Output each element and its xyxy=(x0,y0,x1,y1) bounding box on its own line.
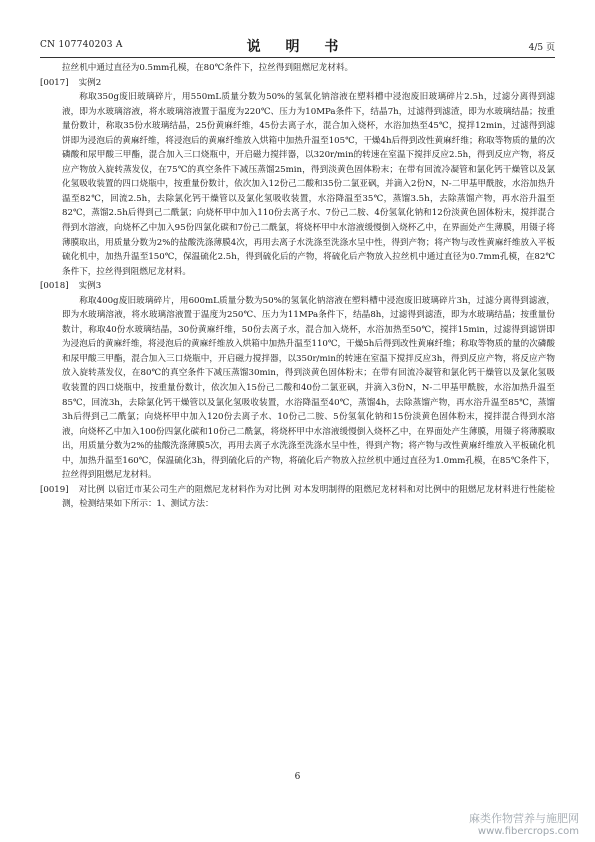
example-2-heading: 实例2 xyxy=(78,77,102,88)
paragraph-number-0018: [0018] xyxy=(40,281,69,292)
watermark xyxy=(469,810,579,837)
document-body xyxy=(40,61,555,512)
watermark-url: www.fibercrops.com xyxy=(477,826,579,837)
comparison-body: 对比例 以宿迁市某公司生产的阻燃尼龙材料作为对比例 对本发明制得的阻燃尼龙材料和对比例中的阻燃尼龙材料进行性能检测，检测结果如下所示：1、测试方法： xyxy=(62,484,555,510)
paragraph-0018-heading xyxy=(40,279,555,294)
watermark-site-name: 麻类作物营养与施肥网 xyxy=(469,812,579,825)
header-rule xyxy=(40,57,555,58)
page-number: 6 xyxy=(294,772,301,782)
page-header xyxy=(40,36,555,54)
paragraph-0019 xyxy=(40,483,555,512)
example-3-body: 称取400g废旧玻璃碎片，用600mL质量分数为50%的氢氧化钠溶液在塑料槽中浸泡废旧玻璃碎片3h，过滤分离得到滤液，即为水玻璃溶液，将水玻璃溶液置于温度为250℃、压力为11MPa条件下，结晶8h，过滤得到滤渣，即为水玻璃结晶；按重量份数计，称取40份水玻璃结晶，30份黄麻纤维，50份去离子水，混合加入烧杯，水浴加热至50℃，搅拌15min，过滤得到滤饼即为浸泡后的黄麻纤维，将浸泡后的黄麻纤维放入烘箱中加热升温至110℃，干燥5h后得到改性黄麻纤维；称取等物质的量的次磷酸和尿甲酸三甲酯，混合加入三口烧瓶中，开启磁力搅拌器，以350r/min的转速在室温下搅拌反应3h，得到反应产物，将反应产物放入旋转蒸发仪，在80℃的真空条件下减压蒸馏30min，得到淡黄色固体粉末；在带有回流冷凝管和氯化钙干燥管以及氯化氢吸收装置的四口烧瓶中，按重量份数计，依次加入15份己二酸和40份二氯亚砜，并滴入3份N，N-二甲基甲酰胺，水浴加热升温至85℃，回流3h，去除氯化钙干燥管以及氯化氢吸收装置，水浴降温至40℃，蒸馏4h，去除蒸馏产物，再水浴升温至85℃，蒸馏3h后得到己二酰氯；向烧杯甲中加入120份去离子水、10份己二胺、5份氢氧化钠和15份淡黄色固体粉末，搅拌混合得到水溶液，向烧杯乙中加入100份四氯化碳和10份己二酰氯，将烧杯甲中水溶液缓慢倒入烧杯乙中，在界面处产生薄膜，用镊子将薄膜取出，用质量分数为2%的盐酸洗涤薄膜5次，再用去离子水洗涤至洗涤水呈中性，得到产物；将产物与改性黄麻纤维放入平板硫化机中，加热升温至160℃，保温硫化3h，得到硫化后的产物，将硫化后产物放入拉丝机中通过直径为1.0mm孔模，在85℃条件下，拉丝得到阻燃尼龙材料。 xyxy=(62,295,555,481)
paragraph-number-0019: [0019] xyxy=(40,484,69,495)
paragraph-number-0017: [0017] xyxy=(40,77,69,88)
example-3-heading: 实例3 xyxy=(78,281,102,292)
paragraph-continuation: 拉丝机中通过直径为0.5mm孔模，在80℃条件下，拉丝得到阻燃尼龙材料。 xyxy=(62,63,354,73)
document-title: 说 明 书 xyxy=(246,39,349,55)
paragraph-0017-heading xyxy=(40,76,555,91)
patent-number: CN 107740203 A xyxy=(40,40,123,50)
example-2-body: 称取350g废旧玻璃碎片，用550mL质量分数为50%的氢氧化钠溶液在塑料槽中浸泡废旧玻璃碎片2.5h，过滤分离得到滤液，即为水玻璃溶液，将水玻璃溶液置于温度为220℃、压力为10MPa条件下，结晶7h，过滤得到滤渣，即为水玻璃结晶；按重量份数计，称取35份水玻璃结晶，25份黄麻纤维，45份去离子水，混合加入烧杯，水浴加热至45℃，搅拌12min，过滤得到滤饼即为浸泡后的黄麻纤维，将浸泡后的黄麻纤维放入烘箱中加热升温至105℃，干燥4h后得到改性黄麻纤维；称取等物质的量的次磷酸和尿甲酸三甲酯，混合加入三口烧瓶中，开启磁力搅拌器，以320r/min的转速在室温下搅拌反应2.5h，得到反应产物，将反应产物放入旋转蒸发仪，在75℃的真空条件下减压蒸馏25min，得到淡黄色固体粉末；在带有回流冷凝管和氯化钙干燥管以及氯化氢吸收装置的四口烧瓶中，按重量份数计，依次加入12份己二酸和35份二氯亚砜，并滴入2份N，N-二甲基甲酰胺，水浴加热升温至82℃，回流2.5h，去除氯化钙干燥管以及氯化氢吸收装置，水浴降温至35℃，蒸馏3.5h，去除蒸馏产物，再水浴升温至82℃，蒸馏2.5h后得到己二酰氯；向烧杯甲中加入110份去离子水、7份己二胺、4份氢氧化钠和12份淡黄色固体粉末，搅拌混合得到水溶液，向烧杯乙中加入95份四氯化碳和7份己二酰氯，将烧杯甲中水溶液缓慢倒入烧杯乙中，在界面处产生薄膜，用镊子将薄膜取出，用质量分数为2%的盐酸洗涤薄膜4次，再用去离子水洗涤至洗涤水呈中性，得到产物；将产物与改性黄麻纤维放入平板硫化机中，加热升温至150℃，保温硫化2.5h，得到硫化后的产物，将硫化后产物放入拉丝机中通过直径为0.7mm孔模，在82℃条件下，拉丝得到阻燃尼龙材料。 xyxy=(62,92,555,277)
page-indicator: 4/5 页 xyxy=(528,43,555,53)
